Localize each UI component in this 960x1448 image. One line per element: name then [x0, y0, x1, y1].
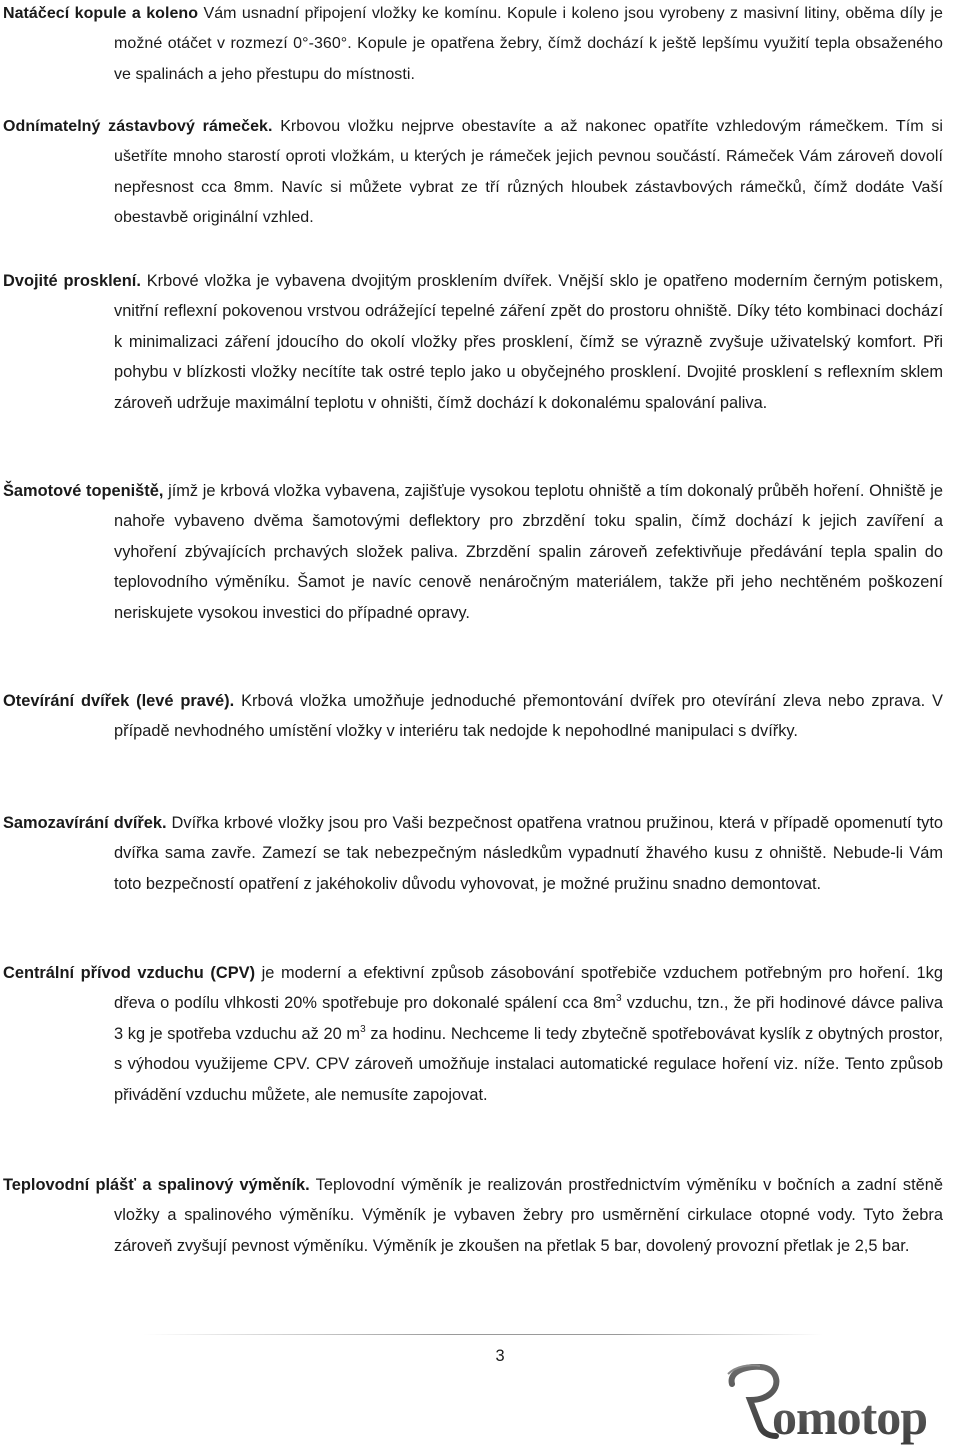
paragraph-heading: Samozavírání dvířek. — [3, 814, 167, 832]
paragraph — [3, 476, 943, 628]
section-natacci-kopule — [3, 0, 943, 90]
paragraph-body: Teplovodní výměník je realizován prostřednictvím výměníku v bočních a zadní stěně vložky a spalinového výměníku. Výměník je vybaven žebry pro usměrnění cirkulace otopné vody. Tyto žebra zároveň zvyšují pevnost výměníku. Výměník je zkoušen na přetlak 5 bar, dovolený provozní přetlak je 2,5 bar. — [114, 1176, 944, 1255]
paragraph-body: za hodinu. Nechceme li tedy zbytečně spotřebovávat kyslík z obytných prostor, s výhodou využijeme CPV. CPV zároveň umožňuje instalaci automatické regulace hoření viz. níže. Tento způsob přivádění vzduchu můžete, ale nemusíte zapojovat. — [114, 1024, 943, 1104]
paragraph — [3, 686, 943, 747]
paragraph-body: Krbovou vložku nejprve obestavíte a až nakonec opatříte vzhledovým rámečkem. Tím si ušetříte mnoho starostí oproti vložkám, u kterých je rámeček jejich pevnou součástí. Rámeček Vám zároveň dovolí nepřesnost cca 8mm. Navíc si můžete vybrat ze tří různých hloubek zástavbových rámečků, čímž dodáte Vaší obestavbě originální vzhled. — [114, 118, 943, 227]
paragraph-heading: Teplovodní plášť a spalinový výměník. — [3, 1176, 310, 1194]
romotop-logo-graphic — [726, 1364, 958, 1446]
paragraph-body: jímž je krbová vložka vybavena, zajišťuje vysokou teplotu ohniště a tím dokonalý průběh hoření. Ohniště je nahoře vybaveno dvěma šamotovými deflektory pro zbrzdění toku spalin, čímž dochází k jejich zavíření a vyhoření zbývajících prchavých složek paliva. Zbrzdění spalin zároveň zefektivňuje předávání tepla spalin do teplovodního výměníku. Šamot je navíc cenově nenáročným materiálem, takže při jeho nechtěném poškození neriskujete vysokou investici do případné opravy. — [114, 482, 943, 622]
paragraph-heading: Natáčecí kopule a koleno — [3, 5, 199, 22]
paragraph — [3, 958, 943, 1110]
romotop-logo-wordmark: omotop — [772, 1389, 928, 1445]
paragraph-body: je moderní a efektivní způsob zásobování spotřebiče vzduchem potřebným pro hoření. 1kg dřeva o podílu vlhkosti 20% spotřebuje pro dokonalé spálení cca 8m — [114, 964, 943, 1013]
paragraph — [3, 266, 943, 418]
section-odnimatelny-ramecek — [3, 112, 943, 234]
paragraph-heading: Odnímatelný zástavbový rámeček. — [3, 118, 273, 135]
section-otevirani-dvirek — [3, 686, 943, 747]
footer-divider — [143, 1334, 823, 1335]
section-teplovodni-plast — [3, 1170, 943, 1261]
paragraph — [3, 0, 943, 90]
section-centralni-privod — [3, 958, 943, 1110]
paragraph-heading: Dvojité prosklení. — [3, 272, 141, 290]
paragraph-body: Vám usnadní připojení vložky ke komínu. Kopule i koleno jsou vyrobeny z masivní litiny, oběma díly je možné otáčet v rozmezí 0°-360°. Kopule je opatřena žebry, čímž dochází k ještě lepšímu využití tepla obsaženého ve spalinách a jeho přestupu do místnosti. — [114, 5, 944, 83]
section-samozavirani-dvirek — [3, 808, 943, 899]
page-number: 3 — [495, 1347, 505, 1365]
paragraph-body: Dvířka krbové vložky jsou pro Vaši bezpečnost opatřena vratnou pružinou, která v případě opomenutí tyto dvířka sama zavře. Zamezí se tak nebezpečným následkům vypadnutí žhavého kusu z ohniště. Nebude-li Vám toto bezpečností opatření z jakéhokoliv důvodu vyhovovat, je možné pružinu snadno demontovat. — [114, 814, 944, 893]
paragraph — [3, 112, 943, 234]
superscript: 3 — [615, 993, 622, 1005]
paragraph-heading: Centrální přívod vzduchu (CPV) — [3, 964, 256, 982]
section-dvojite-prosklen — [3, 266, 943, 418]
paragraph-body: vzduchu, tzn., že při hodinové dávce paliva 3 kg je spotřeba vzduchu až 20 m — [114, 994, 943, 1043]
paragraph-body: Krbová vložka umožňuje jednoduché přemontování dvířek pro otevírání zleva nebo zprava. V případě nevhodného umístění vložky v interiéru tak nedojde k nepohodlné manipulaci s dvířky. — [114, 692, 943, 741]
paragraph-body: Krbové vložka je vybavena dvojitým prosklením dvířek. Vnější sklo je opatřeno moderním černým potiskem, vnitřní reflexní pokovenou vrstvou odrážející tepelné záření zpět do prostoru ohniště. Díky této kombinaci dochází k minimalizaci záření jdoucího do okolí vložky přes prosklení, čímž se výrazně zvyšuje uživatelský komfort. Při pohybu v blízkosti vložky necítíte tak ostré teplo jako u obyčejného prosklení. Dvojité prosklení s reflexním sklem zároveň udržuje maximální teplotu v ohništi, čímž dochází k dokonalému spalování paliva. — [114, 272, 944, 412]
romotop-logo — [726, 1364, 958, 1446]
section-samotove-topeniste — [3, 476, 943, 628]
paragraph — [3, 808, 943, 899]
paragraph-heading: Otevírání dvířek (levé pravé). — [3, 692, 235, 710]
superscript: 3 — [360, 1023, 366, 1035]
paragraph-heading: Šamotové topeniště, — [3, 482, 164, 500]
paragraph — [3, 1170, 943, 1261]
